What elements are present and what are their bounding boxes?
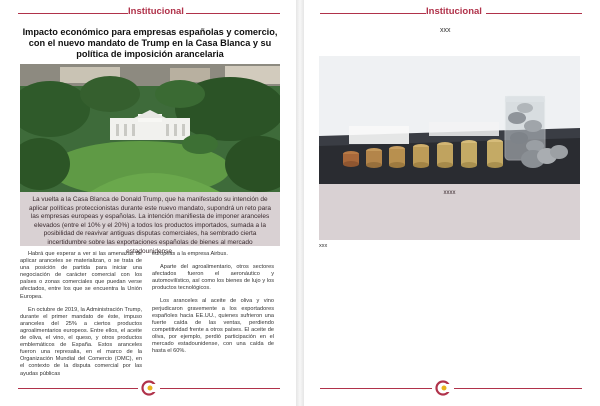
placeholder-label-top: xxx <box>440 27 451 34</box>
section-tag: Institucional <box>128 6 184 17</box>
paragraph: Habrá que esperar a ver si las amenazas de aplicar aranceles se materializan, o se trata de una posición de partida para iniciar una negociación de carácter comercial con los países o zonas comerciales que puedan verse afectados, entre los que se encuentra la Unión Europea. <box>20 251 142 300</box>
text-column-1 <box>20 251 142 384</box>
right-header <box>304 6 600 20</box>
header-rule-left <box>320 13 426 14</box>
section-tag: Institucional <box>426 6 482 17</box>
paragraph: europeas a la empresa Airbus. <box>152 251 228 257</box>
placeholder-label-bottom: xxx <box>319 243 328 249</box>
chamber-logo-icon <box>435 380 451 396</box>
paragraph: Los aranceles al aceite de oliva y vino perjudicaron gravemente a los exportadores españoles hacia EE.UU., quienes sufrieron una fuerte caída de las ventas, perdiendo competitividad frente a otros países. El aceite de oliva, por ejemplo, perdió participación en el mercado estadounidense, con una caída de hasta el 60%. <box>152 298 274 355</box>
footer-rule-right <box>454 388 582 389</box>
left-page <box>0 0 296 406</box>
photo-caption: La vuelta a la Casa Blanca de Donald Trump, que ha manifestado su intención de aplicar políticas proteccionistas durante este nuevo mandato, supondrá un reto para las empresas europeas y españolas. La intención manifiesta de imponer aranceles elevados (entre el 10% y el 20%) a todos los productos importados, sumada a la posibilidad de reavivar antiguas disputas comerciales, ha sembrado cierta incertidumbre sobre las exportaciones españolas de bienes al mercado estadounidense. <box>28 196 272 255</box>
footer-rule-right <box>160 388 280 389</box>
right-footer <box>304 379 600 399</box>
white-house-photo <box>20 64 280 192</box>
coins-photo <box>319 56 580 184</box>
photo-caption: xxxx <box>443 190 456 196</box>
paragraph: Aparte del agroalimentario, otros sectores afectados fueron el aeronáutico y automovilístico, así como los bienes de lujo y los productos tecnológicos. <box>152 264 274 292</box>
chamber-logo-icon <box>141 380 157 396</box>
header-rule-left <box>18 13 128 14</box>
left-footer <box>0 379 296 399</box>
footer-rule-left <box>320 388 432 389</box>
left-header <box>0 6 296 20</box>
header-rule-right <box>486 13 582 14</box>
footer-rule-left <box>18 388 138 389</box>
header-rule-right <box>186 13 280 14</box>
book-spine <box>296 0 304 406</box>
paragraph: En octubre de 2019, la Administración Trump, durante el primer mandato de éste, impuso aranceles del 25% a ciertos productos agroalimentarios europeos. Entre ellos, el aceite de oliva, el vino, el queso, y otros productos emblemáticos de España. Estos aranceles fueron una represalia, en el marco de la Organización Mundial del Comercio (OMC), en el contexto de la disputa comercial por las ayudas públicas <box>20 306 142 377</box>
article-title: Impacto económico para empresas españolas y comercio, con el nuevo mandato de Trump en la Casa Blanca y su política de imposición arancelaria <box>22 27 278 59</box>
text-column-2 <box>152 251 274 361</box>
